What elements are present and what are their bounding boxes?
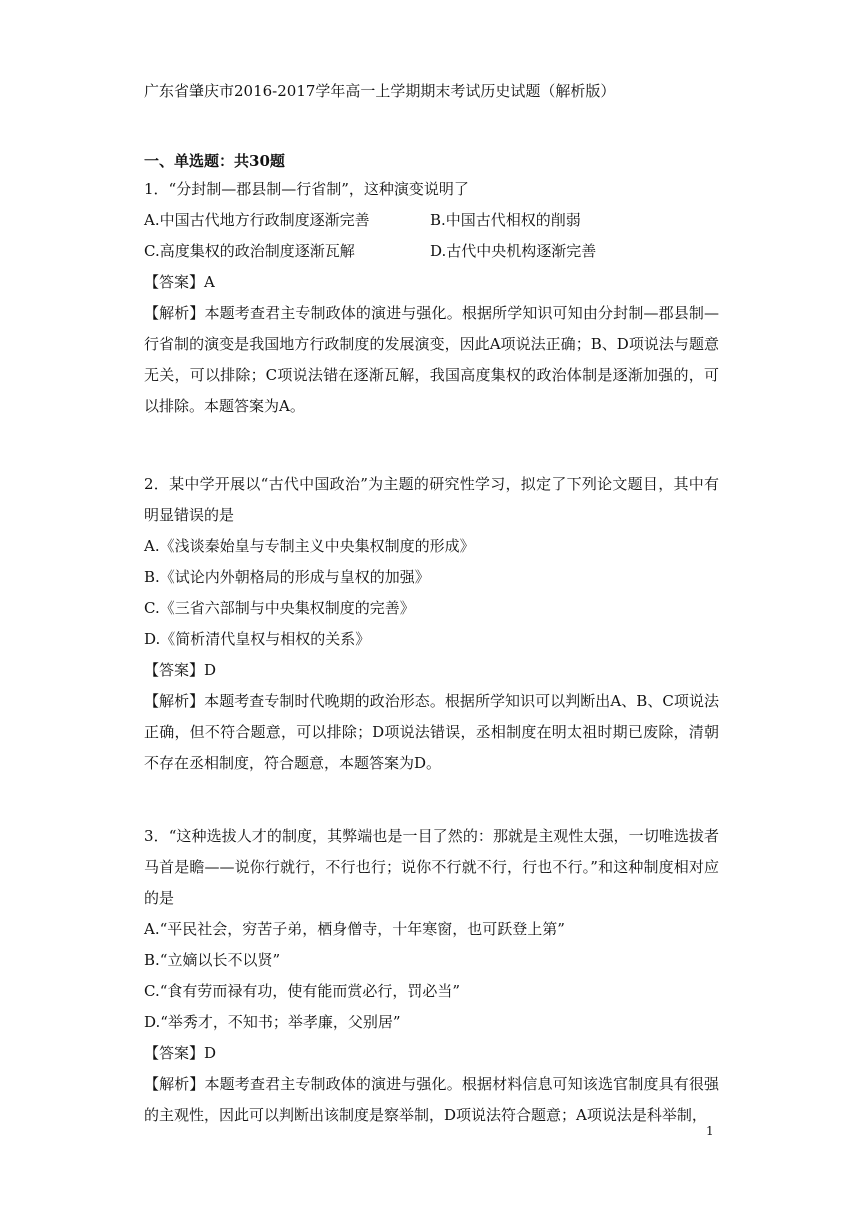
option-c: C.《三省六部制与中央集权制度的完善》	[144, 599, 415, 617]
option-c: C.高度集权的政治制度逐渐瓦解	[144, 242, 355, 260]
question-3	[144, 821, 719, 1131]
analysis: 【解析】本题考查君主专制政体的演进与强化。根据所学知识可知由分封制—郡县制—行省制的演变是我国地方行政制度的发展演变，因此A项说法正确；B、D项说法与题意无关，可以排除；C项说法错在逐渐瓦解，我国高度集权的政治体制是逐渐加强的，可以排除。本题答案为A。	[144, 304, 719, 415]
section-heading: 一、单选题：共30题	[144, 152, 285, 170]
option-a: A.“平民社会，穷苦子弟，栖身僧寺，十年寒窗，也可跃登上第”	[144, 920, 565, 938]
document-title: 广东省肇庆市2016-2017学年高一上学期期末考试历史试题（解析版）	[144, 82, 616, 100]
option-row	[144, 205, 719, 236]
option-a: A.《浅谈秦始皇与专制主义中央集权制度的形成》	[144, 537, 475, 555]
question-stem: 1．“分封制—郡县制—行省制”，这种演变说明了	[144, 180, 469, 198]
option-d: D.“举秀才，不知书；举孝廉，父别居”	[144, 1013, 401, 1031]
option-c: C.“食有劳而禄有功，使有能而赏必行，罚必当”	[144, 982, 461, 1000]
page-number: 1	[706, 1124, 714, 1138]
option-row	[144, 236, 719, 267]
option-a: A.中国古代地方行政制度逐渐完善	[144, 211, 370, 229]
answer: 【答案】D	[144, 661, 217, 679]
question-stem: 3．“这种选拔人才的制度，其弊端也是一目了然的：那就是主观性太强，一切唯选拔者马首是瞻——说你行就行，不行也行；说你不行就不行，行也不行。”和这种制度相对应的是	[144, 827, 719, 907]
question-1	[144, 174, 719, 422]
option-d: D.《简析清代皇权与相权的关系》	[144, 630, 371, 648]
option-d: D.古代中央机构逐渐完善	[430, 242, 597, 260]
answer: 【答案】D	[144, 1044, 217, 1062]
question-2	[144, 469, 719, 779]
option-b: B.《试论内外朝格局的形成与皇权的加强》	[144, 568, 430, 586]
option-b: B.中国古代相权的削弱	[430, 211, 581, 229]
question-stem: 2．某中学开展以“古代中国政治”为主题的研究性学习，拟定了下列论文题目，其中有明显错误的是	[144, 475, 719, 524]
analysis: 【解析】本题考查君主专制政体的演进与强化。根据材料信息可知该选官制度具有很强的主观性，因此可以判断出该制度是察举制，D项说法符合题意；A项说法是科举制，	[144, 1075, 719, 1124]
analysis: 【解析】本题考查专制时代晚期的政治形态。根据所学知识可以判断出A、B、C项说法正确，但不符合题意，可以排除；D项说法错误，丞相制度在明太祖时期已废除，清朝不存在丞相制度，符合题意，本题答案为D。	[144, 692, 719, 772]
answer: 【答案】A	[144, 273, 215, 291]
option-b: B.“立嫡以长不以贤”	[144, 951, 281, 969]
